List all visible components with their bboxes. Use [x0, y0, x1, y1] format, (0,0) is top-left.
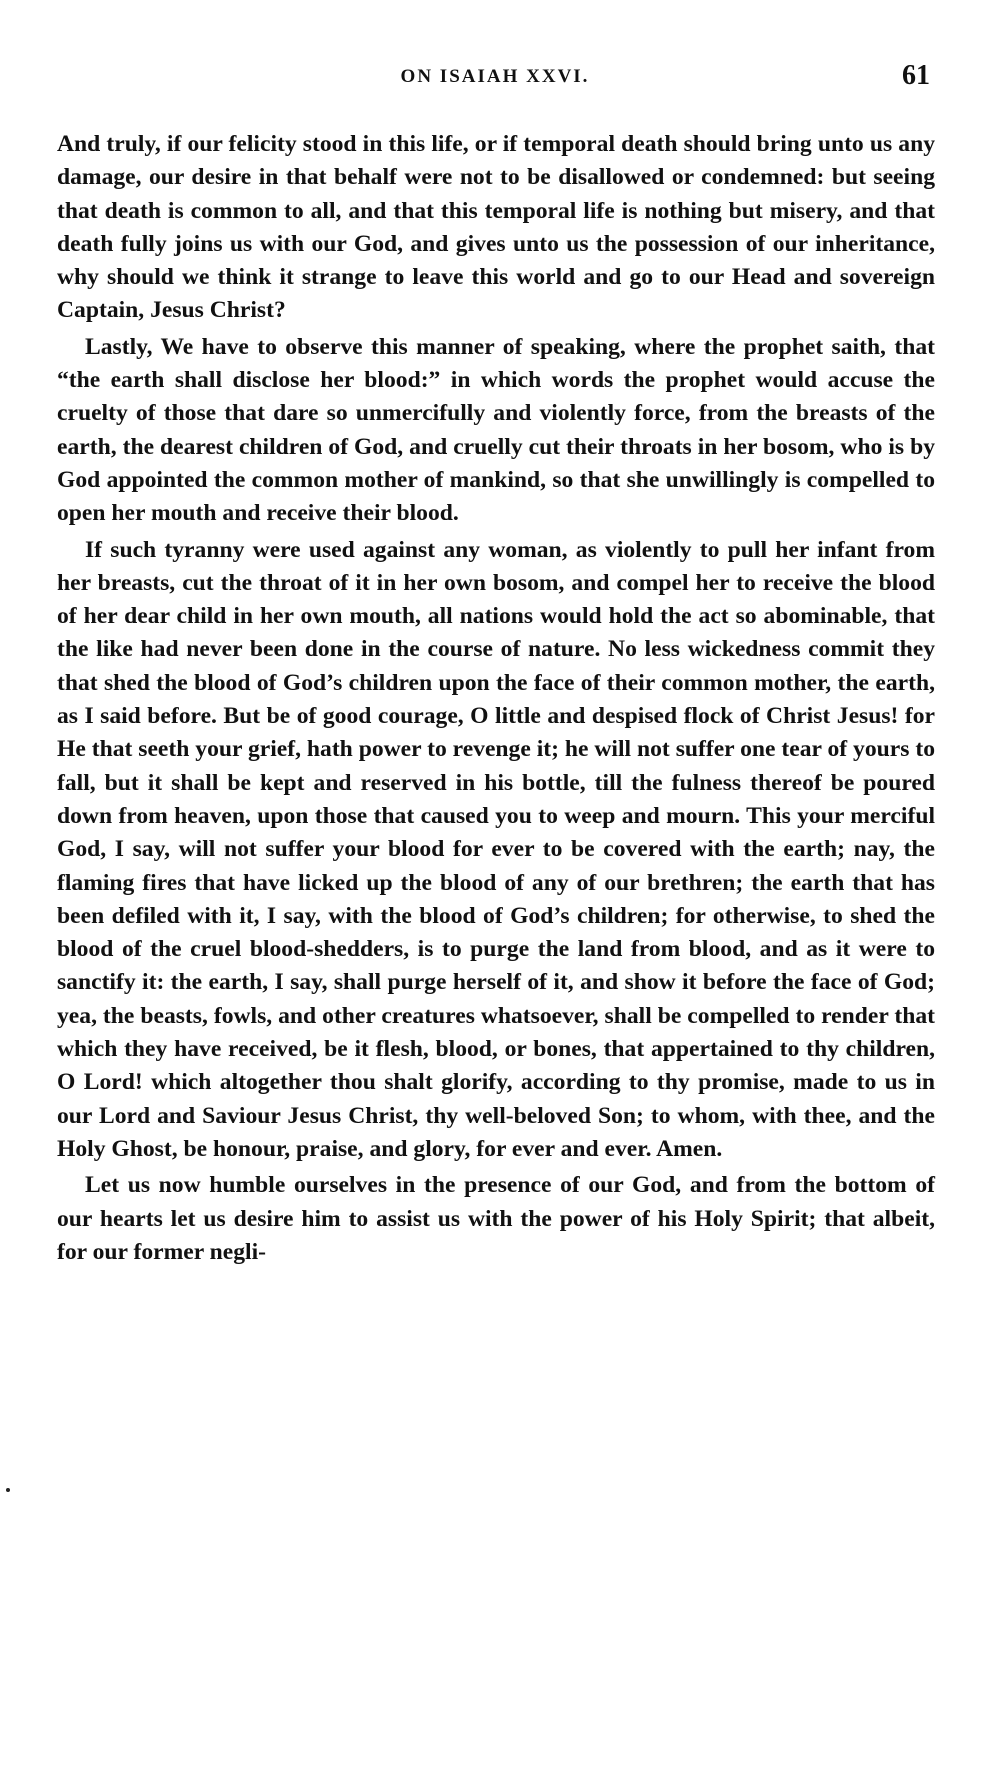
- running-head: [60, 60, 930, 106]
- paragraph-4: Let us now humble ourselves in the presence of our God, and from the bottom of our hearts let us desire him to assist us with the power of his Holy Spirit; that albeit, for our former negli-: [57, 1172, 935, 1265]
- margin-mark: [6, 1488, 10, 1492]
- paragraph-2: Lastly, We have to observe this manner of speaking, where the prophet saith, that “the earth shall disclose her blood:” in which words the prophet would accuse the cruelty of those that dare so unmercifully and violently force, from the breasts of the earth, the dearest children of God, and cruelly cut their throats in her bosom, who is by God appointed the common mother of mankind, so that she unwillingly is compelled to open her mouth and receive their blood.: [57, 333, 935, 527]
- page-body: [57, 128, 935, 1272]
- running-title: ON ISAIAH XXVI.: [400, 66, 590, 87]
- page-number: 61: [902, 60, 930, 91]
- paragraph-1: And truly, if our felicity stood in this life, or if temporal death should bring unto us any damage, our desire in that behalf were not to be disallowed or condemned: but seeing that death is common to all, and that this temporal life is nothing but misery, and that death fully joins us with our God, and gives unto us the possession of our inheritance, why should we think it strange to leave this world and go to our Head and sovereign Captain, Jesus Christ?: [57, 131, 935, 324]
- paragraph-3: If such tyranny were used against any woman, as violently to pull her infant from her breasts, cut the throat of it in her own bosom, and compel her to receive the blood of her dear child in her own mouth, all nations would hold the act so abominable, that the like had never been done in the course of nature. No less wickedness commit they that shed the blood of God’s children upon the face of their common mother, the earth, as I said before. But be of good courage, O little and despised flock of Christ Jesus! for He that seeth your grief, hath power to revenge it; he will not suffer one tear of yours to fall, but it shall be kept and reserved in his bottle, till the fulness thereof be poured down from heaven, upon those that caused you to weep and mourn. This your merciful God, I say, will not suffer your blood for ever to be covered with the earth; nay, the flaming fires that have licked up the blood of any of our brethren; the earth that has been defiled with it, I say, with the blood of God’s children; for otherwise, to shed the blood of the cruel blood-shedders, is to purge the land from blood, and as it were to sanctify it: the earth, I say, shall purge herself of it, and show it before the face of God; yea, the beasts, fowls, and other creatures whatsoever, shall be compelled to render that which they have received, be it flesh, blood, or bones, that appertained to thy children, O Lord! which altogether thou shalt glorify, according to thy promise, made to us in our Lord and Saviour Jesus Christ, thy well-beloved Son; to whom, with thee, and the Holy Ghost, be honour, praise, and glory, for ever and ever. Amen.: [57, 536, 935, 1162]
